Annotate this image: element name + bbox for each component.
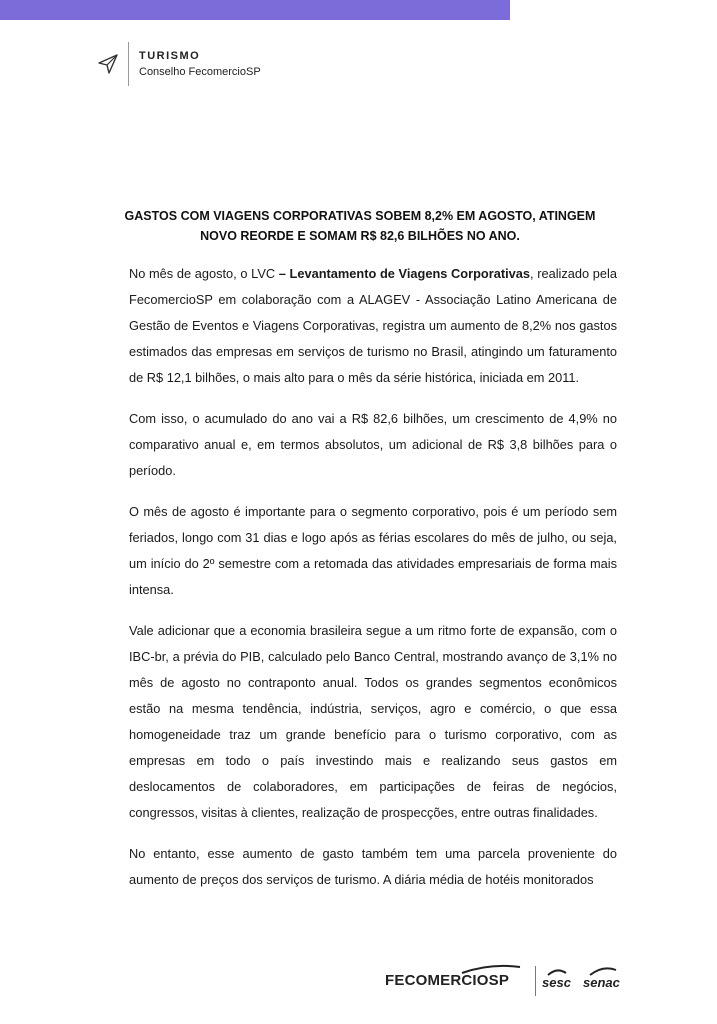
paper-plane-icon	[97, 53, 119, 75]
document-title	[110, 206, 610, 246]
header-subtitle: Conselho FecomercioSP	[139, 66, 261, 78]
paragraph-2: Com isso, o acumulado do ano vai a R$ 82,6 bilhões, um crescimento de 4,9% no comparativo anual e, em termos absolutos, um adicional de R$ 3,8 bilhões para o período.	[129, 411, 617, 478]
paragraph-5: No entanto, esse aumento de gasto também tem uma parcela proveniente do aumento de preços dos serviços de turismo. A diária média de hotéis monitorados	[129, 846, 617, 887]
footer-separator	[535, 966, 536, 996]
paragraph-3: O mês de agosto é importante para o segmento corporativo, pois é um período sem feriados, longo com 31 dias e logo após as férias escolares do mês de julho, ou seja, um início do 2º semestre com a retomada das atividades empresariais de forma mais intensa.	[129, 504, 617, 597]
document-body	[129, 261, 617, 908]
paragraph-1-bold: – Levantamento de Viagens Corporativas	[278, 266, 530, 281]
paragraph-4: Vale adicionar que a economia brasileira segue a um ritmo forte de expansão, com o IBC-br, a prévia do PIB, calculado pelo Banco Central, mostrando avanço de 3,1% no mês de agosto no contraponto anual. Todos os grandes segmentos econômicos estão na mesma tendência, indústria, serviços, agro e comércio, o que essa homogeneidade traz um grande benefício para o turismo corporativo, com as empresas em todo o país investindo mais e realizando seus gastos em deslocamentos de colaboradores, em participações de feiras de negócios, congressos, visitas à clientes, realização de prospecções, entre outras finalidades.	[129, 623, 617, 820]
header-divider	[128, 42, 129, 86]
top-accent-bar	[0, 0, 510, 20]
paragraph-1-intro: No mês de agosto, o LVC	[129, 266, 279, 281]
sesc-logo: sesc	[542, 975, 571, 990]
document-title-line-2: NOVO REORDE E SOMAM R$ 82,6 BILHÕES NO ANO.	[200, 229, 520, 243]
paragraph-1	[129, 261, 617, 391]
fecomercio-swoosh-icon	[460, 963, 522, 977]
header-title: TURISMO	[139, 50, 201, 62]
paragraph-1-rest: , realizado pela FecomercioSP em colaboração com a ALAGEV - Associação Latino Americana de Gestão de Eventos e Viagens Corporativas, registra um aumento de 8,2% nos gastos estimados das empresas em serviços de turismo no Brasil, atingindo um faturamento de R$ 12,1 bilhões, o mais alto para o mês da série histórica, iniciada em 2011.	[129, 266, 617, 385]
fecomercio-logo: FECOMERCIOSP	[385, 972, 510, 989]
senac-logo: senac	[583, 975, 620, 990]
document-title-line-1: GASTOS COM VIAGENS CORPORATIVAS SOBEM 8,2% EM AGOSTO, ATINGEM	[124, 209, 596, 223]
